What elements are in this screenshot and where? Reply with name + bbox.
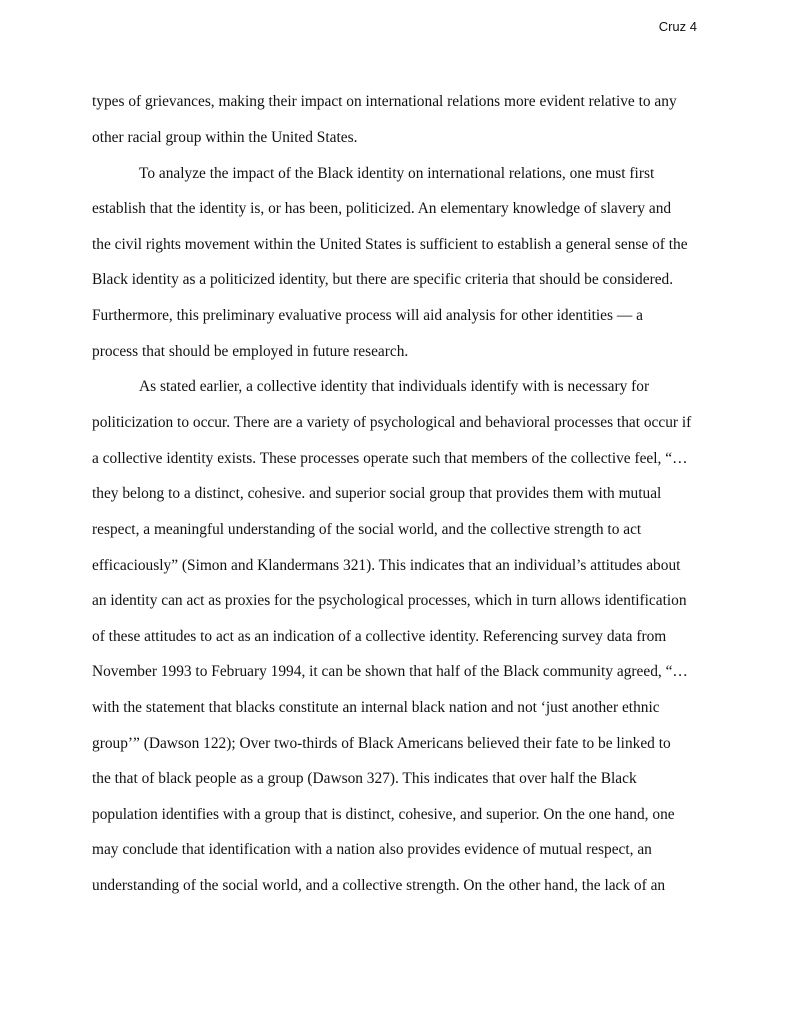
text-line: a collective identity exists. These processes operate such that members of the collective feel, “… <box>92 450 688 467</box>
text-line: efficaciously” (Simon and Klandermans 321). This indicates that an individual’s attitudes about <box>92 557 681 574</box>
text-line: the that of black people as a group (Dawson 327). This indicates that over half the Black <box>92 770 637 787</box>
paragraph-first-line: To analyze the impact of the Black identity on international relations, one must first <box>139 165 655 182</box>
text-line: group’” (Dawson 122); Over two-thirds of Black Americans believed their fate to be linked to <box>92 735 671 752</box>
text-line: with the statement that blacks constitute an internal black nation and not ‘just another ethnic <box>92 699 660 716</box>
text-line: process that should be employed in future research. <box>92 343 409 360</box>
text-line: Black identity as a politicized identity, but there are specific criteria that should be considered. <box>92 271 674 288</box>
text-line: the civil rights movement within the United States is sufficient to establish a general sense of the <box>92 236 688 253</box>
text-line: types of grievances, making their impact on international relations more evident relative to any <box>92 93 677 110</box>
text-line: respect, a meaningful understanding of the social world, and the collective strength to act <box>92 521 642 538</box>
text-line: establish that the identity is, or has been, politicized. An elementary knowledge of slavery and <box>92 200 672 217</box>
text-line: an identity can act as proxies for the psychological processes, which in turn allows identification <box>92 592 687 609</box>
paragraph-first-line: As stated earlier, a collective identity that individuals identify with is necessary for <box>139 378 650 395</box>
text-line: November 1993 to February 1994, it can be shown that half of the Black community agreed, “… <box>92 663 688 680</box>
text-line: population identifies with a group that is distinct, cohesive, and superior. On the one hand, one <box>92 806 675 823</box>
text-line: of these attitudes to act as an indication of a collective identity. Referencing survey data from <box>92 628 667 645</box>
text-line: other racial group within the United States. <box>92 129 358 146</box>
text-line: Furthermore, this preliminary evaluative process will aid analysis for other identities — a <box>92 307 643 324</box>
text-line: may conclude that identification with a nation also provides evidence of mutual respect, an <box>92 841 652 858</box>
text-line: politicization to occur. There are a variety of psychological and behavioral processes that occur if <box>92 414 692 431</box>
text-line: understanding of the social world, and a collective strength. On the other hand, the lack of an <box>92 877 666 894</box>
text-line: they belong to a distinct, cohesive. and superior social group that provides them with mutual <box>92 485 662 502</box>
running-head: Cruz 4 <box>658 19 697 34</box>
